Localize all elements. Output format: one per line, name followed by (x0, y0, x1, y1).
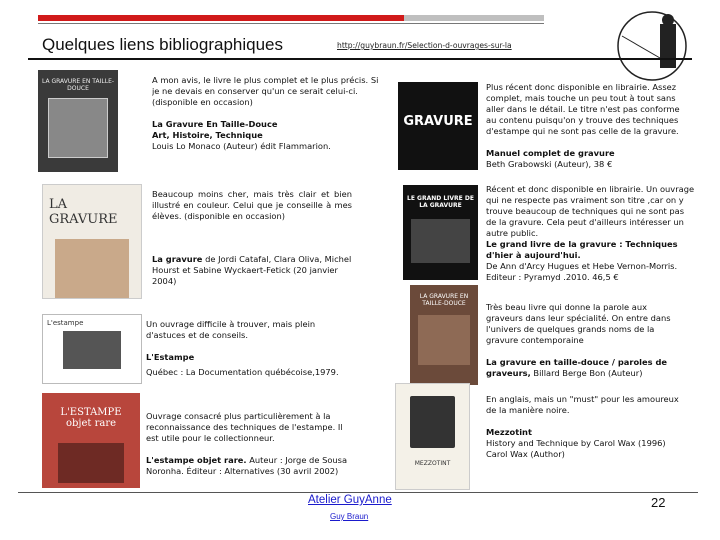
book-3-publisher: Québec : La Documentation québécoise,1979. (146, 367, 339, 377)
book-cover-1-title: LA GRAVURE EN TAILLE-DOUCE (41, 78, 115, 92)
book-3-title: L'Estampe (146, 352, 195, 362)
book-cover-3-title: L'estampe (47, 319, 84, 327)
footer-author-link[interactable]: Guy Braun (330, 512, 369, 521)
footer-atelier-link[interactable]: Atelier GuyAnne (308, 494, 392, 506)
book-7-credits: Billard Berge Bon (Auteur) (530, 368, 643, 378)
book-cover-5 (398, 82, 478, 170)
footer-rule (18, 492, 698, 493)
book-cover-4-title: L'ESTAMPE objet rare (60, 407, 122, 429)
header-gray-bar (404, 15, 544, 21)
page-number: 22 (651, 495, 666, 510)
book-5-description: Plus récent donc disponible en librairie. Assez complet, mais touche un peu tout à tout sans aller dans le détail. Le titre n'est pas conforme au contenu puisqu'on y trouve des techniques d'estampe qui ne sont pas celle de la gravure. (486, 82, 680, 136)
book-2-credits: de Jordi Catafal, Clara Oliva, Michel Hourst et Sabine Wyckaert-Fetick (20 janvier 2004) (152, 254, 352, 286)
book-7-title: La gravure en taille-douce / paroles de graveurs, (486, 357, 668, 378)
book-1-subtitle: Art, Histoire, Technique (152, 130, 263, 140)
book-5-author: Beth Grabowski (Auteur), 38 € (486, 159, 613, 169)
book-8-credits: History and Technique by Carol Wax (1996) Carol Wax (Author) (486, 438, 666, 459)
book-6-description: Récent et donc disponible en librairie. Un ouvrage qui ne respecte pas vraiment son titre ,car on y trouve beaucoup de techniques qui ne sont pas de la gravure. Cela peut d'ailleurs intéresser un autre public. (486, 184, 695, 238)
book-2-description: Beaucoup moins cher, mais très clair et bien illustré en couleur. Celui que je conseille à mes élèves. (disponible en occasion) (152, 189, 352, 221)
book-8-description: En anglais, mais un "must" pour les amoureux de la manière noire. (486, 394, 679, 415)
book-6-credits: De Ann d'Arcy Hugues et Hebe Vernon-Morris. Editeur : Pyramyd .2010. 46,5 € (486, 261, 678, 282)
book-4-title: L'estampe objet rare. (146, 455, 247, 465)
book-cover-3 (42, 314, 142, 384)
book-1-author: Louis Lo Monaco (Auteur) édit Flammarion. (152, 141, 331, 151)
book-cover-8-title: MEZZOTINT (414, 460, 451, 467)
book-cover-1 (38, 70, 118, 172)
header-underline (28, 58, 692, 60)
book-4-reference (146, 455, 356, 477)
header-logo-icon (612, 6, 692, 86)
source-url-link[interactable]: http://guybraun.fr/Selection-d-ouvrages-sur-la (337, 41, 512, 50)
book-8-title: Mezzotint (486, 427, 532, 437)
book-cover-2 (42, 184, 142, 299)
book-cover-8 (395, 383, 470, 490)
book-1-title: La Gravure En Taille-Douce (152, 119, 278, 129)
book-7-description: Très beau livre qui donne la parole aux graveurs dans leur spécialité. On entre dans l'univers de quelques grands noms de la gravure contemporaine (486, 302, 671, 345)
book-1-description: A mon avis, le livre le plus complet et le plus précis. Si je ne devais en conserver qu'un ce serait celui-ci. (disponible en occasion) (152, 75, 379, 107)
book-cover-2-title: LA GRAVURE (49, 197, 118, 227)
header-red-bar (38, 15, 404, 21)
book-cover-7 (410, 285, 478, 385)
book-cover-5-title: GRAVURE (403, 114, 473, 129)
book-6-title: Le grand livre de la gravure : Techniques d'hier à aujourd'hui. (486, 239, 678, 260)
book-2-title: La gravure (152, 254, 203, 264)
book-cover-6-title: LE GRAND LIVRE DE LA GRAVURE (407, 195, 474, 209)
book-5-title: Manuel complet de gravure (486, 148, 615, 158)
book-4-credits: Auteur : Jorge de Sousa Noronha. Éditeur : Alternatives (30 avril 2002) (146, 455, 348, 476)
header-rule (38, 23, 544, 24)
book-4-description: Ouvrage consacré plus particulièrement à la reconnaissance des techniques de l'estampe. Il est utile pour le collectionneur. (146, 411, 343, 443)
book-3-description: Un ouvrage difficile à trouver, mais plein d'astuces et de conseils. (146, 319, 316, 340)
book-cover-6 (403, 185, 478, 280)
page-title: Quelques liens bibliographiques (42, 35, 283, 54)
book-cover-7-title: LA GRAVURE EN TAILLE-DOUCE (419, 293, 469, 307)
book-7-reference (486, 357, 696, 379)
book-2-reference (152, 254, 352, 287)
book-cover-4 (42, 393, 140, 488)
